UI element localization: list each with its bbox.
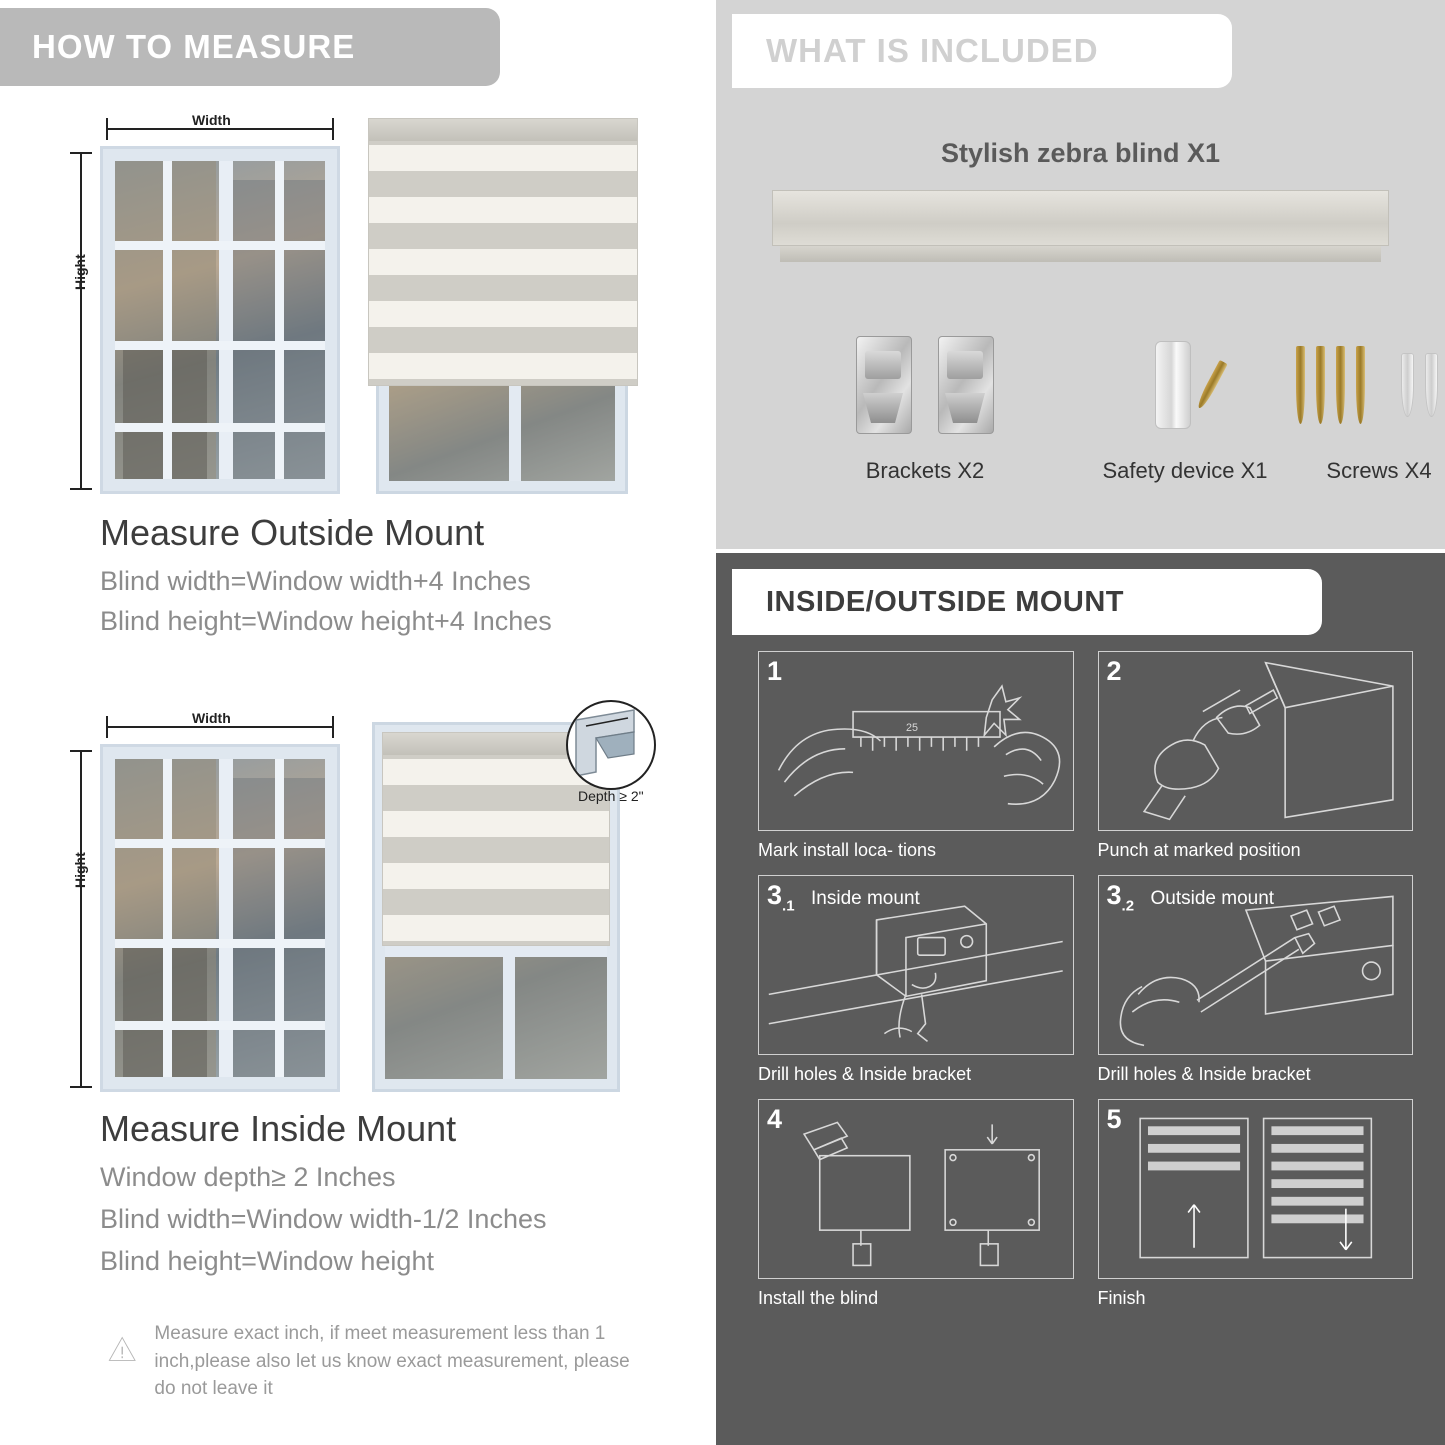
step-number: 1 <box>767 656 783 686</box>
step-caption: Punch at marked position <box>1097 840 1301 860</box>
drill-icon <box>1099 652 1413 830</box>
outside-mount-line1: Blind width=Window width+4 Inches <box>100 566 531 596</box>
mount-header <box>732 569 1322 635</box>
window-view <box>115 161 325 479</box>
inside-mount-line1: Window depth≥ 2 Inches <box>100 1162 396 1192</box>
main-item-label: Stylish zebra blind X1 <box>940 138 1221 168</box>
how-to-measure-title: HOW TO MEASURE <box>32 28 356 65</box>
step-number: $3_{.2}$ <box>1106 880 1135 915</box>
what-is-included-header <box>732 14 1232 88</box>
inside-mount-line3: Blind height=Window height <box>100 1246 434 1276</box>
window-photo <box>100 744 340 1092</box>
what-is-included-panel <box>716 0 1445 549</box>
step-3-1 <box>758 875 1074 1085</box>
svg-text:25: 25 <box>905 722 918 735</box>
inside-height-arrow <box>80 750 82 1088</box>
outside-width-arrow <box>106 128 334 130</box>
outside-mount-title: Measure Outside Mount <box>100 512 485 553</box>
inside-width-label: Width <box>192 710 231 726</box>
step-image <box>1098 651 1414 831</box>
step-caption: Finish <box>1097 1288 1146 1308</box>
part-screws <box>1264 330 1445 484</box>
screw-icon <box>1356 346 1365 424</box>
measurement-warning <box>108 1320 638 1403</box>
step-number: $3_{.1}$ <box>767 880 795 915</box>
wall-plug-icon <box>1401 353 1414 417</box>
what-is-included-title: WHAT IS INCLUDED <box>766 32 1099 69</box>
step-2 <box>1098 651 1414 861</box>
screw-icon <box>1336 346 1345 424</box>
depth-label: Depth ≥ 2" <box>578 788 644 804</box>
blind-headrail <box>369 119 637 141</box>
tick <box>70 488 92 490</box>
outside-height-arrow <box>80 152 82 490</box>
window-view <box>115 759 325 1077</box>
step-5 <box>1098 1099 1414 1309</box>
step-number: 4 <box>767 1104 783 1134</box>
step-caption: Drill holes & Inside bracket <box>1097 1064 1311 1084</box>
zebra-blind <box>368 118 638 386</box>
screw-icon <box>1316 346 1325 424</box>
inside-width-arrow <box>106 726 334 728</box>
step-number: 5 <box>1106 1104 1122 1134</box>
outside-mount-line2: Blind height=Window height+4 Inches <box>100 606 552 636</box>
step-image <box>1098 875 1414 1055</box>
step-1 <box>758 651 1074 861</box>
part-label: Brackets X2 <box>865 458 985 483</box>
inside-outside-mount-panel <box>716 553 1445 1445</box>
step-image <box>758 875 1074 1055</box>
how-to-measure-panel <box>0 0 712 1445</box>
step-4 <box>758 1099 1074 1309</box>
step-grid <box>758 651 1413 1309</box>
hand-tape-measure-icon <box>759 652 1073 830</box>
wall-plug-icon <box>1425 353 1438 417</box>
install-blind-icon <box>759 1100 1073 1278</box>
bracket-icon <box>938 336 994 434</box>
step-image <box>758 1099 1074 1279</box>
safety-device-icon <box>1155 341 1191 429</box>
inside-height-label: Hight <box>72 852 88 888</box>
step-caption: Install the blind <box>758 1288 879 1308</box>
inside-mount-line2: Blind width=Window width-1/2 Inches <box>100 1204 547 1234</box>
step-caption: Drill holes & Inside bracket <box>758 1064 972 1084</box>
tick <box>106 118 108 140</box>
step-image <box>1098 1099 1414 1279</box>
screw-icon <box>1195 360 1227 410</box>
how-to-measure-header <box>0 8 500 86</box>
finished-blind-icon <box>1099 1100 1413 1278</box>
outside-width-label: Width <box>192 112 231 128</box>
step-image <box>758 651 1074 831</box>
part-label: Safety device X1 <box>1102 458 1268 483</box>
bracket-icon <box>856 336 912 434</box>
outside-height-label: Hight <box>72 254 88 290</box>
zebra-blind-product <box>772 190 1389 268</box>
step-subtitle: Inside mount <box>811 888 920 909</box>
step-subtitle: Outside mount <box>1150 888 1275 909</box>
window-photo <box>100 146 340 494</box>
step-number: 2 <box>1106 656 1122 686</box>
inside-mount-title: Measure Inside Mount <box>100 1108 457 1149</box>
step-3-2 <box>1098 875 1414 1085</box>
screw-icon <box>1296 346 1305 424</box>
tick <box>332 118 334 140</box>
mount-title: INSIDE/OUTSIDE MOUNT <box>766 585 1125 618</box>
depth-callout-icon <box>566 700 656 790</box>
step-caption: Mark install loca- tions <box>758 840 937 860</box>
warning-text: Measure exact inch, if meet measurement less than 1 inch,please also let us know exact measurement, please do not leave it <box>154 1323 630 1400</box>
warning-triangle-icon <box>108 1320 136 1378</box>
blind-on-window-outside <box>368 118 638 494</box>
tick <box>70 152 92 154</box>
part-brackets <box>780 330 1070 484</box>
part-label: Screws X4 <box>1326 458 1432 483</box>
